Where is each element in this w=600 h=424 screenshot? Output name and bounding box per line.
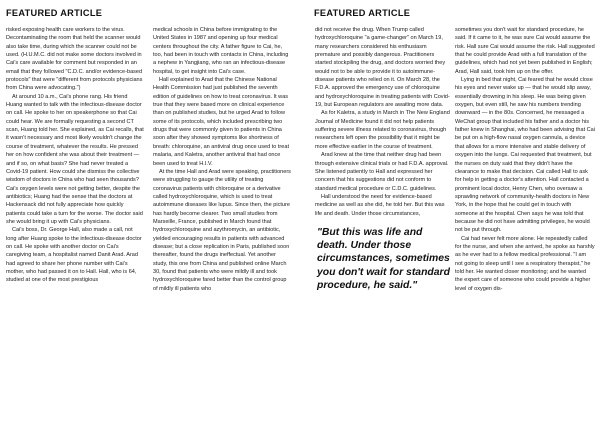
right-column-2 (455, 26, 595, 422)
paragraph: Hall understood the need for evidence-based medicine as well as she did, he told her. But this was life and death. Under those circumstances, (315, 193, 445, 217)
right-column-1 (315, 26, 450, 422)
paragraph: Lying in bed that night, Cai feared that he would close his eyes and never wake up — that he would slip away, essentially drowning in his sleep. He was being given oxygen, but even still, he saw his numbers trending downward — in the 80s. Concerned, he messaged a WeChat group that included his father and a doctor his father knew in Shanghai, who had been advising that Cai be put on a high-flow nasal oxygen cannula, a device that allows for a more intensive and stable delivery of oxygen into the lungs. Cai requested that treatment, but the nurses on duty said that they didn't have the clearance to make that decision. Cai called Hall to ask for help in getting a doctor's attention. Hall contacted a prominent local doctor, Henry Chen, who oversaw a sprawling network of community-health doctors in New York, in the hope that he could get in touch with someone at the hospital. Chen says he was told that because he did not have admitting privileges, he would not be put through. (455, 77, 595, 234)
left-column-2 (153, 26, 291, 422)
paragraph: sometimes you don't wait for standard procedure, he said. If it came to it, he was sure Cai would assume the risk. Hall sure Cai would assume the risk. Hall suggested that he could provide Arad with a full translation of the guidelines, which had not yet been published in English; Arad, Hall said, took him up on the offer. (455, 27, 595, 75)
paragraph: Hall explained to Arad that the Chinese National Health Commission had just published the seventh edition of guidelines on how to treat coronavirus. It was true that they were based more on clinical experience than on published studies, but he urged Arad to follow some of its protocols, which included prescribing two drugs that were commonly given to patients in China soon after they showed symptoms like shortness of breath: chloroquine, an antiviral drug once used to treat malaria, and Kaletra, another antiviral that had once been used to treat H.I.V. (153, 77, 289, 167)
paragraph: Cai's boss, Dr. George Hall, also made a call, not long after Huang spoke to the infectious-disease doctor on call. He spoke with another doctor on Cai's caregiving team, a hospitalist named Danit Arad. Arad had agreed to share her phone number with Cai's mother, who had passed it on to Hall. Hall, who is 64, studied at one of the most prestigious (6, 227, 142, 284)
paragraph: did not receive the drug. When Trump called hydroxychloroquine "a game-changer" on March 19, many researchers considered his enthusiasm premature and possibly dangerous. Practitioners started stockpiling the drug, and doctors worried they would not to be able to provide it to autoimmune-disease patients who relied on it. On March 28, the F.D.A. approved the emergency use of chloroquine and hydroxychloroquine in treating patients with Covid-19, but European regulators are awaiting more data. (315, 27, 450, 109)
paragraph: medical schools in China before immigrating to the United States in 1987 and opening up four medical centers throughout the city. A father figure to Cai, he, too, had been in touch with contacts in China, including a nephew in Yangjiang, who ran an infectious-disease hospital, to get insight into Cai's case. (153, 27, 289, 75)
paragraph: At around 10 a.m., Cai's phone rang. His friend Huang wanted to talk with the infectious-disease doctor on call. He spoke to her on speakerphone so that Cai could hear. We are formally requesting a second CT scan, Huang told her. She explained, as Cai recalls, that it wasn't necessary and most likely wouldn't change the course of treatment, whatever the results. He pressed her on how confident she was about their treatment — and if so, on what basis? She had never treated a Covid-19 patient. How could she dismiss the collective wisdom of doctors in China who had seen thousands? Cai's oxygen levels were not getting better, despite the antibiotics; Huang had the sense that the doctors at Hackensack did not fully appreciate how quickly patients could take a turn for the worse. The doctor said she would bring it up with Cai's physicians. (6, 93, 144, 225)
section-header-left: FEATURED ARTICLE (6, 8, 103, 18)
paragraph: At the time Hall and Arad were speaking, practitioners were struggling to gauge the utility of treating coronavirus patients with chloroquine or a derivative called hydroxychloroquine, which is used to treat autoimmune diseases like lupus. Since then, the picture has hardly become clearer. Two small studies from Marseille, France, published in March found that hydroxychloroquine and azythromycin, an antibiotic, yielded encouraging results in patients with advanced disease; but a close replication in Paris, published soon thereafter, found the drugs ineffectual. Yet another study, this one from China and published online March 30, found that patients who were mildly ill and took hydroxychloroquine fared better than the control group of mildly ill patients who (153, 168, 291, 292)
section-header-right: FEATURED ARTICLE (314, 8, 411, 18)
paragraph: Arad knew at the time that neither drug had been through extensive clinical trials or had F.D.A. approval. She listened patiently to Hall and expressed her concern that his suggestions did not conform to standard medical procedure or C.D.C. guidelines. (315, 152, 449, 192)
paragraph: risked exposing health care workers to the virus. Decontaminating the room that held the scanner would also take time, during which the scanner could not be used. (H.U.M.C. did not make some doctors involved in Cai's care available for comment but responded in an email that they followed "C.D.C. and/or evidence-based protocols" that were "different from protocols physicians from China were advocating.") (6, 27, 143, 92)
paragraph: As for Kaletra, a study in March in The New England Journal of Medicine found it did not help patients suffering severe illness related to coronavirus, though researchers left open the possibility that it might be more effective earlier in the course of treatment. (315, 110, 450, 150)
left-column-1 (6, 26, 144, 422)
paragraph: Cai had never felt more alone. He repeatedly called for the nurse, and when she arrived, he spoke as harshly as he ever had to a fellow medical professional. "I am not going to sleep until I see a respiratory therapist," he told her. He wanted closer monitoring; and he wanted the expert care of someone who could provide a higher level of oxygen dis- (455, 235, 595, 292)
pull-quote: "But this was life and death. Under those circumstances, sometimes you don't wait for standard procedure, he said." (317, 226, 450, 291)
right-page (300, 0, 600, 424)
